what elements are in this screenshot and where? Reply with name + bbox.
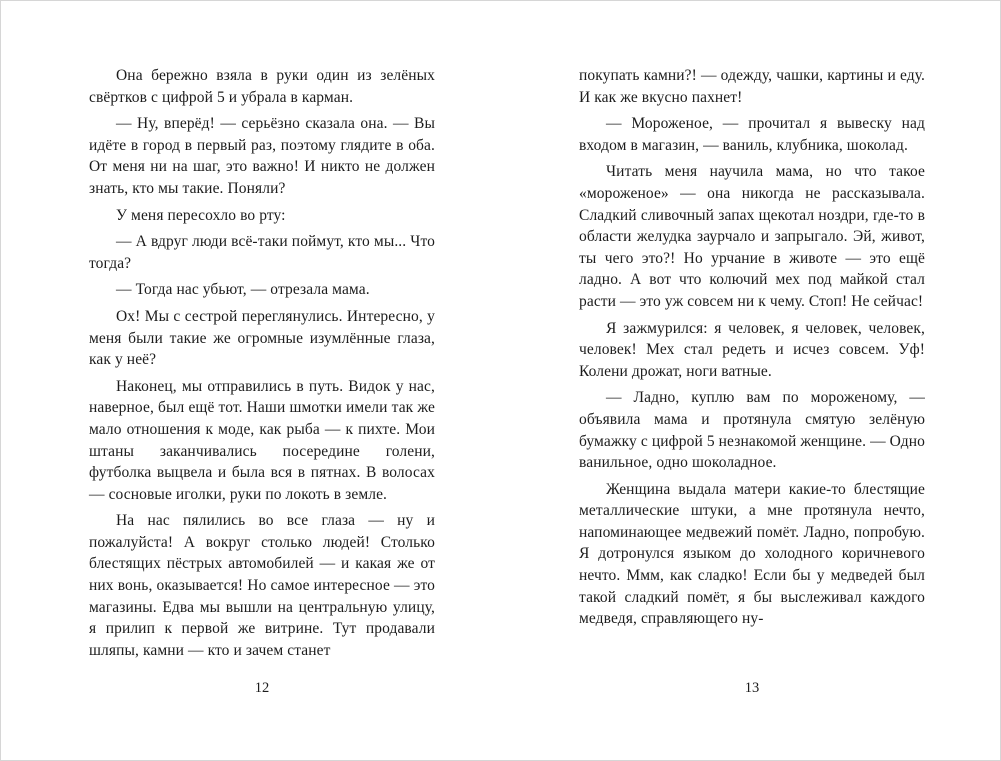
paragraph: покупать камни?! — одежду, чашки, картины и еду. И как же вкусно пахнет! (579, 67, 925, 106)
paragraph: — Мороженое, — прочитал я вывеску над входом в магазин, — ваниль, клубника, шоколад. (579, 115, 925, 154)
paragraph: — А вдруг люди всё-таки поймут, кто мы... Что тогда? (89, 233, 435, 272)
page-right (579, 65, 925, 725)
page-number-right: 13 (744, 680, 760, 696)
paragraph: — Ладно, куплю вам по мороженому, — объявила мама и протянула смятую зелёную бумажку с цифрой 5 незнакомой женщине. — Одно ванильное, одно шоколадное. (579, 389, 925, 472)
page-left-text (89, 65, 435, 661)
paragraph: Она бережно взяла в руки один из зелёных свёртков с цифрой 5 и убрала в карман. (89, 67, 435, 106)
paragraph: Ох! Мы с сестрой переглянулись. Интересно, у меня были такие же огромные изумлённые глаза, как у неё? (89, 307, 435, 369)
page-number-left: 12 (254, 680, 270, 696)
page-right-text (579, 65, 925, 630)
paragraph: — Ну, вперёд! — серьёзно сказала она. — Вы идёте в город в первый раз, поэтому глядите в оба. От меня ни на шаг, это важно! И никто не должен знать, кто мы такие. Поняли? (89, 115, 435, 197)
paragraph: — Тогда нас убьют, — отрезала мама. (116, 281, 370, 299)
page-left (89, 65, 435, 725)
paragraph: У меня пересохло во рту: (116, 206, 286, 224)
paragraph: Я зажмурился: я человек, я человек, человек, человек! Мех стал редеть и исчез совсем. Уф! Колени дрожат, ноги ватные. (579, 319, 925, 380)
paragraph: На нас пялились во все глаза — ну и пожалуйста! А вокруг столько людей! Столько блестящих пёстрых автомобилей — и какая же от них вонь, оказывается! Но самое интересное — это магазины. Едва мы вышли на центральную улицу, я прилип к первой же витрине. Тут продавали шляпы, камни — кто и зачем станет (89, 512, 435, 659)
paragraph: Женщина выдала матери какие-то блестящие металлические штуки, а мне протянула нечто, напоминающее медвежий помёт. Ладно, попробую. Я дотронулся языком до холодного коричневого нечто. Ммм, как сладко! Если бы у медведей был такой сладкий помёт, я бы выслеживал каждого медведя, справляющего ну- (579, 480, 925, 628)
paragraph: Наконец, мы отправились в путь. Видок у нас, наверное, был ещё тот. Наши шмотки имели так же мало отношения к моде, как рыба — к пихте. Мои штаны заканчивались посередине голени, футболка выцвела и была вся в пятнах. В волосах — сосновые иголки, руки по локоть в земле. (89, 377, 435, 503)
paragraph: Читать меня научила мама, но что такое «мороженое» — она никогда не рассказывала. Сладкий сливочный запах щекотал ноздри, где-то в области желудка заурчало и запрыгало. Эй, живот, ты чего это?! Но урчание в животе — это ещё ладно. А вот что колючий мех под майкой стал расти — это уж совсем ни к чему. Стоп! Не сейчас! (579, 163, 925, 310)
